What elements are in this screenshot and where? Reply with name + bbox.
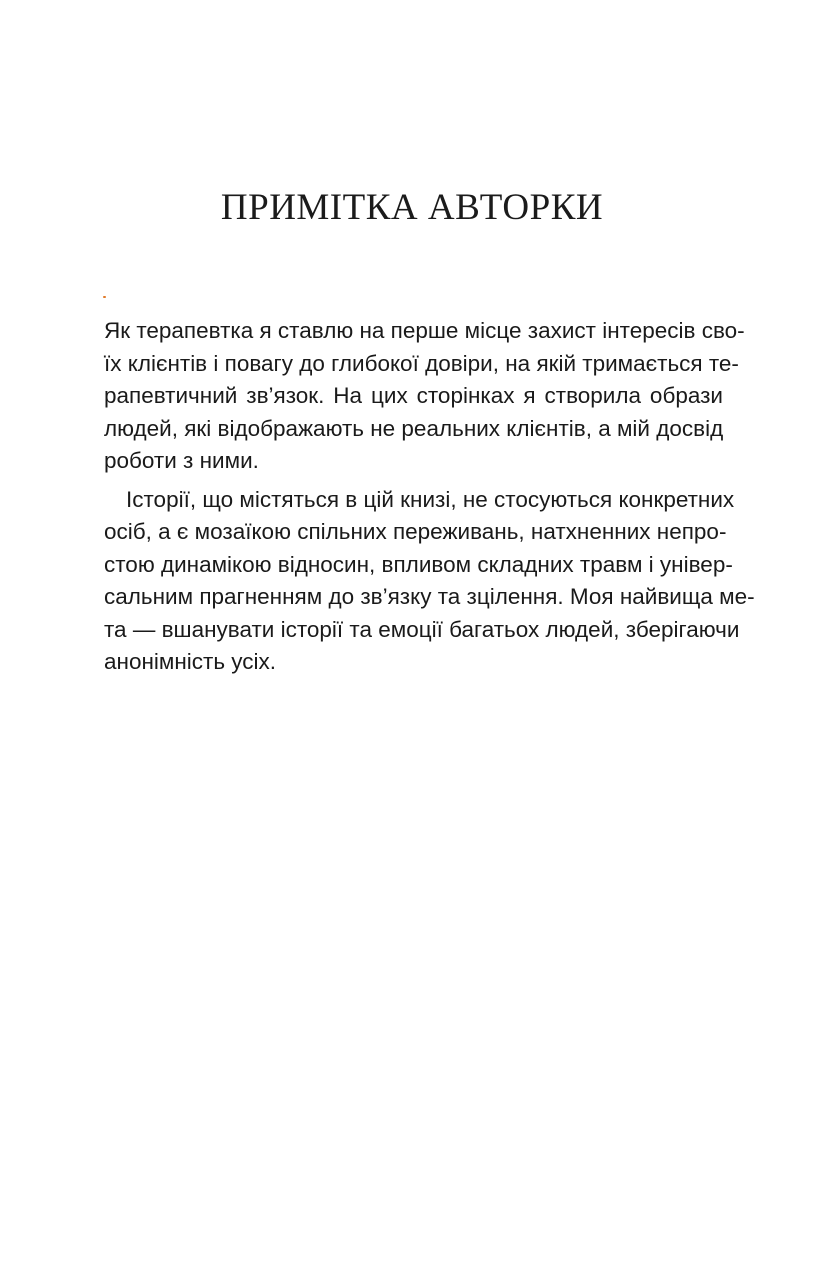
page-title: ПРИМІТКА АВТОРКИ [220, 187, 604, 228]
text-line: стою динамікою відносин, впливом складних травм і універ- [104, 551, 733, 577]
paragraph-1 [104, 315, 745, 478]
text-line: людей, які відображають не реальних клієнтів, а мій досвід [104, 415, 724, 441]
text-line: анонімність усіх. [104, 649, 277, 674]
text-line: Як терапевтка я ставлю на перше місце захист інтересів сво- [104, 318, 745, 343]
body-text [104, 315, 755, 679]
text-line: осіб, а є мозаїкою спільних переживань, натхненних непро- [104, 519, 727, 544]
text-line: та — вшанувати історії та емоції багатьох людей, зберігаючи [104, 616, 740, 642]
text-line: рапевтичний зв’язок. На цих сторінках я створила образи [104, 383, 723, 408]
text-line: їх клієнтів і повагу до глибокої довіри, на якій тримається те- [104, 350, 739, 376]
paragraph-2 [104, 484, 755, 679]
text-line: Історії, що містяться в цій книзі, не стосуються конкретних [126, 486, 735, 512]
text-line: роботи з ними. [104, 448, 259, 473]
text-line: сальним прагненням до зв’язку та зцілення. Моя найвища ме- [104, 584, 755, 609]
printing-speck [103, 296, 106, 298]
